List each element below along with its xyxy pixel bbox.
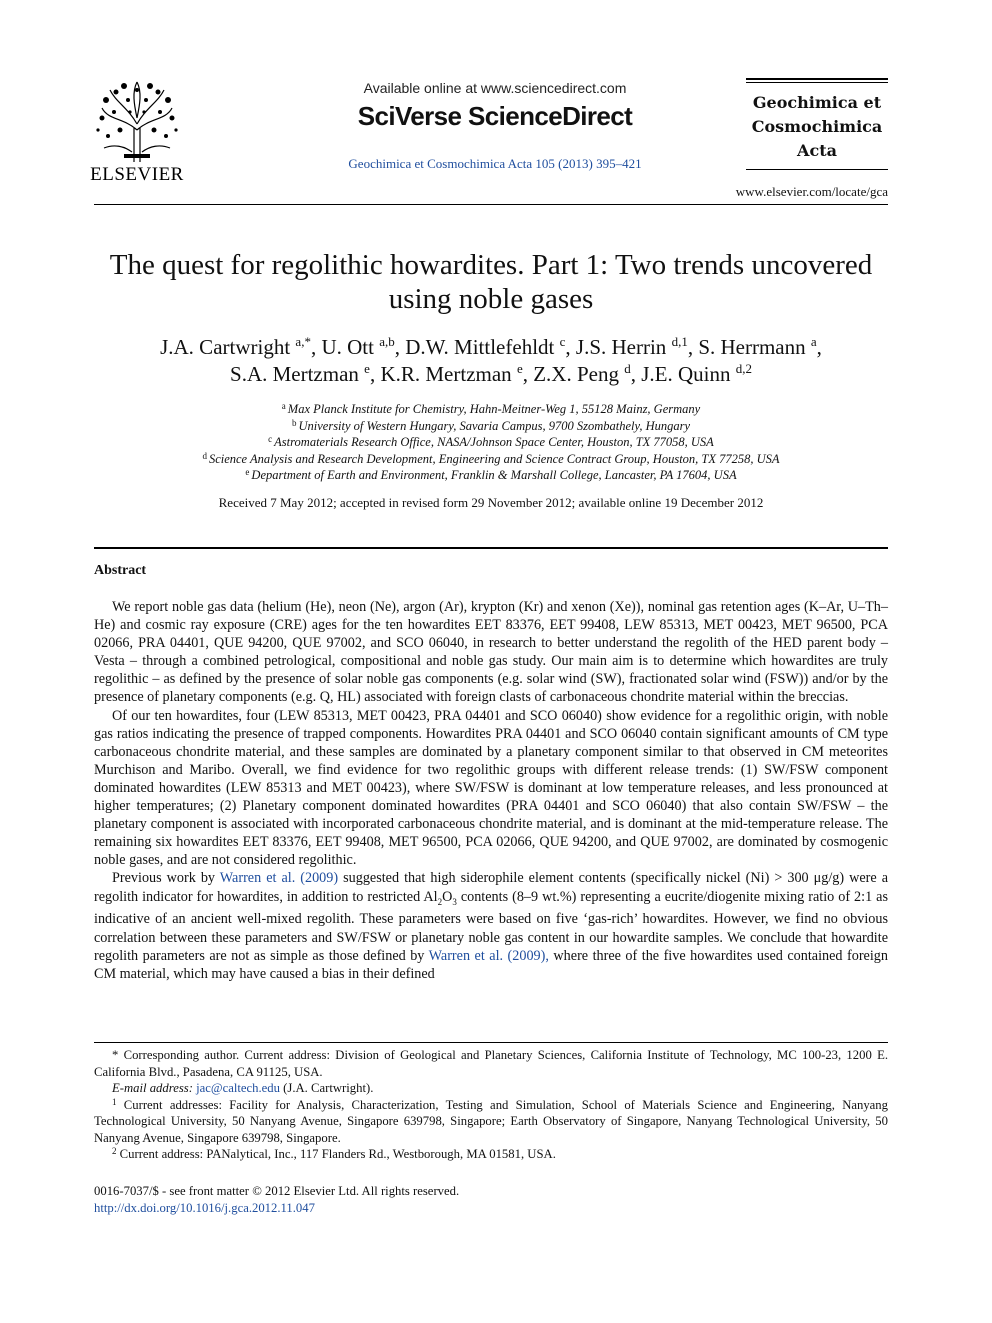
footnote-divider (94, 1042, 888, 1043)
affiliation-key: e (245, 467, 250, 477)
author-separator: , (310, 335, 322, 359)
sciencedirect-brand: SciVerse ScienceDirect (357, 101, 633, 131)
affiliation-text: Science Analysis and Research Development, Engineering and Science Contract Group, Houston, TX 77258, USA (208, 451, 780, 466)
author-separator: , (630, 362, 642, 386)
header-center (230, 78, 760, 172)
received-dates: Received 7 May 2012; accepted in revised form 29 November 2012; available online 19 December 2012 (218, 495, 764, 510)
available-online-text: Available online at www.sciencedirect.com (363, 80, 627, 96)
author-separator: , (394, 335, 406, 359)
abstract-divider (94, 547, 888, 549)
title-line: using noble gases (388, 283, 594, 315)
affiliation-item (94, 451, 888, 468)
author-affiliation-marker: e (364, 361, 370, 376)
author-line (94, 361, 888, 388)
author-separator: , (687, 335, 699, 359)
abstract-text: contents (8–9 wt.%) representing a eucrite/diogenite mixing ratio of 2:1 as indicative of an ancient well-mixed regolith. These parameters were based on five ‘gas-rich’ howardites. However, we find no obvious correlation between these parameters and SW/FSW or planetary noble gas content in our howardite samples. We conclude that howardite regolith parameters are not as simple as those defined by (94, 888, 888, 964)
footnote-text: Current address: PANalytical, Inc., 117 Flanders Rd., Westborough, MA 01581, USA. (116, 1147, 556, 1161)
affiliation-text: Max Planck Institute for Chemistry, Hahn-Meitner-Weg 1, 55128 Mainz, Germany (287, 402, 701, 416)
journal-name-box (746, 78, 888, 170)
footnote-email (94, 1080, 888, 1097)
author-affiliation-marker: d (624, 361, 631, 376)
abstract-text: O (442, 888, 453, 905)
subscript: 3 (452, 896, 457, 907)
footnote-mark: * (112, 1048, 119, 1062)
affiliation-item (94, 418, 888, 435)
journal-box-rule-bottom (746, 169, 888, 170)
author-name[interactable]: K.R. Mertzman (380, 362, 512, 386)
affiliation-key: b (291, 417, 297, 428)
author-name[interactable]: S. Herrmann (698, 335, 806, 359)
footnote-2 (94, 1146, 888, 1163)
author-separator: , (522, 362, 534, 386)
author-affiliation-marker: e (516, 361, 523, 376)
front-matter (94, 1183, 459, 1217)
reference-link-warren-2009[interactable]: Warren et al. (2009) (219, 870, 339, 887)
author-name[interactable]: S.A. Mertzman (230, 362, 359, 386)
footnotes (94, 1047, 888, 1163)
author-separator: , (565, 335, 576, 359)
affiliation-key: d (202, 450, 207, 461)
footnote-mark: 2 (112, 1146, 117, 1156)
author-name[interactable]: U. Ott (321, 335, 374, 359)
journal-name-line: Acta (797, 141, 837, 160)
author-affiliation-marker: a (810, 334, 817, 349)
journal-name (746, 83, 888, 169)
affiliation-text: Department of Earth and Environment, Franklin & Marshall College, Lancaster, PA 17604, USA (251, 468, 737, 482)
abstract-paragraph: Of our ten howardites, four (LEW 85313, MET 00423, PRA 04401 and SCO 06040) show evidence for a regolithic origin, with noble gas ratios indicating the presence of trapped components. Howardites PRA 04401 and SCO 06040 contain significant amounts of CM type carbonaceous chondrite material, and these samples are dominated by a planetary component similar to that observed in CM meteorites Murchison and Maribo. Overall, we find evidence for two regolithic groups with different release trends: (1) SW/FSW component dominated howardites (LEW 85313 and MET 00423), where SW/FSW is dominant at low temperature releases, and less pronounced at higher temperatures; (2) Planetary component dominated howardites (PRA 04401 and SCO 06040) that also contain SW/FSW – the planetary component is associated with incorporated carbonaceous chondrite material, and is dominant at the mid-temperature release. The remaining six howardites EET 83376, EET 99408, MET 96500, PCA 02066, QUE 94200, and QUE 97002, are dominated by cosmogenic noble gases, and are not considered regolithic. (94, 707, 888, 869)
footnote-corresponding (94, 1047, 888, 1080)
author-affiliation-marker: d,1 (671, 334, 688, 349)
journal-citation-link[interactable]: Geochimica et Cosmochimica Acta 105 (2013) 395–421 (348, 156, 642, 171)
elsevier-wordmark: ELSEVIER (90, 164, 184, 185)
article-title (94, 248, 888, 316)
abstract-paragraph: We report noble gas data (helium (He), neon (Ne), argon (Ar), krypton (Kr) and xenon (Xe)), nominal gas retention ages (K–Ar, U–Th–He) and cosmic ray exposure (CRE) ages for the ten howardites EET 83376, EET 99408, LEW 85313, MET 00423, MET 96500, PCA 02066, PRA 04401, QUE 94200, QUE 97002, and SCO 06040, in research to better understand the regolith of the HED parent body – Vesta – through a combined petrological, compositional and noble gas study. Our main aim is to determine which howardites are truly regolithic – as defined by the presence of solar noble gas components (e.g. solar wind (SW), fractionated solar wind (FSW)) and/or by the presence of planetary components (e.g. Q, HL) associated with foreign clasts of carbonaceous chondrite material within the breccias. (94, 599, 888, 706)
affiliation-text: University of Western Hungary, Savaria Campus, 9700 Szombathely, Hungary (298, 418, 691, 433)
email-label: E-mail address: (112, 1081, 193, 1095)
abstract-text: Previous work by (112, 870, 220, 887)
footnote-text: Current addresses: Facility for Analysis, Characterization, Testing and Simulation, School of Materials Science and Engineering, Nanyang Technological University, 50 Nanyang Avenue, Singapore 639798, Singapore; Earth Observatory of Singapore, Nanyang Technological University, 50 Nanyang Avenue, Singapore 639798, Singapore. (94, 1097, 888, 1145)
footnote-text: Corresponding author. Current address: Division of Geological and Planetary Sciences, California Institute of Technology, MC 100-23, 1200 E. California Blvd., Pasadena, CA 91125, USA. (94, 1048, 888, 1079)
author-name[interactable]: D.W. Mittlefehldt (405, 335, 555, 359)
affiliation-list (94, 401, 888, 484)
author-affiliation-marker: a,b (379, 334, 395, 349)
copyright-line: 0016-7037/$ - see front matter © 2012 Elsevier Ltd. All rights reserved. (94, 1184, 460, 1198)
abstract-text: where three of the five howardites used contained foreign CM material, which may have caused a bias in their defined (94, 947, 888, 982)
affiliation-item (94, 434, 888, 451)
author-affiliation-marker: d,2 (735, 361, 752, 376)
doi-link[interactable]: http://dx.doi.org/10.1016/j.gca.2012.11.047 (94, 1201, 315, 1215)
title-line: The quest for regolithic howardites. Part 1: Two trends uncovered (109, 249, 873, 281)
affiliation-item (94, 467, 888, 484)
author-separator: , (816, 335, 822, 359)
abstract-heading: Abstract (94, 563, 147, 578)
author-list (94, 334, 888, 388)
journal-name-line: Cosmochimica (751, 117, 883, 136)
author-name[interactable]: Z.X. Peng (533, 362, 619, 386)
affiliation-text: Astromaterials Research Office, NASA/Johnson Space Center, Houston, TX 77058, USA (274, 435, 714, 449)
email-link[interactable]: jac@caltech.edu (196, 1081, 280, 1095)
abstract-body (94, 598, 888, 983)
abstract-paragraph (94, 869, 888, 982)
affiliation-key: c (268, 434, 273, 444)
subscript: 2 (437, 896, 443, 907)
author-line (94, 334, 888, 361)
elsevier-logo (88, 78, 186, 186)
email-suffix: (J.A. Cartwright). (280, 1081, 374, 1095)
footnote-mark: 1 (112, 1096, 117, 1107)
footnote-1 (94, 1097, 888, 1147)
journal-name-line: Geochimica et (752, 93, 882, 112)
author-name[interactable]: J.E. Quinn (641, 362, 731, 386)
journal-box-rule-top (746, 78, 888, 80)
affiliation-item (94, 401, 888, 418)
elsevier-tree-icon (94, 78, 180, 162)
author-affiliation-marker: a,* (295, 334, 311, 349)
author-name[interactable]: J.S. Herrin (575, 335, 667, 359)
reference-link-warren-2009[interactable]: Warren et al. (2009), (428, 947, 549, 964)
affiliation-key: a (281, 401, 286, 411)
header-divider (94, 204, 888, 205)
author-separator: , (369, 362, 381, 386)
author-name[interactable]: J.A. Cartwright (160, 335, 291, 359)
author-affiliation-marker: c (559, 334, 566, 349)
journal-url-link[interactable]: www.elsevier.com/locate/gca (735, 184, 888, 199)
abstract-text: suggested that high siderophile element contents (specifically nickel (Ni) > 300 μg/g) were a regolith indicator for howardites, in addition to restricted Al (94, 870, 888, 905)
